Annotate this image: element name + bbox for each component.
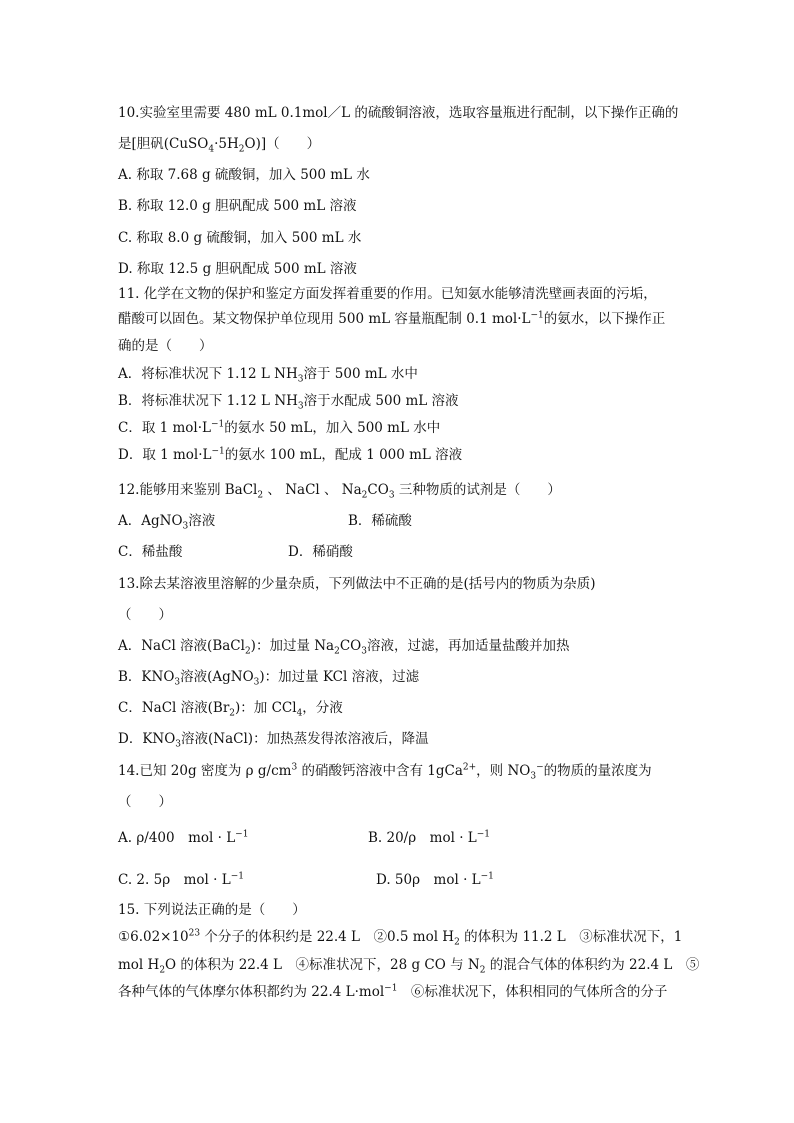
q13-option-c: C．NaCl 溶液$(Br_2)$：加 CCl$_4$，分液 — [118, 700, 343, 719]
q14-option-b: B. 20/ρ mol · $L^{-1}$ — [368, 829, 491, 846]
q12-option-a: A．AgNO$_3$溶液 — [118, 513, 216, 532]
q10-option-d: D. 称取 12.5 g 胆矾配成 500 mL 溶液 — [118, 261, 357, 277]
q11-stem-line3: 确的是（ ） — [118, 338, 213, 354]
q12-option-d: D．稀硝酸 — [288, 544, 353, 560]
q11-stem-line1: 11. 化学在文物的保护和鉴定方面发挥着重要的作用。已知氨水能够清洗壁画表面的污垢， — [118, 286, 657, 302]
q15-stem: 15. 下列说法正确的是（ ） — [118, 902, 306, 918]
q12-stem: 12.能够用来鉴别 BaCl$_2$ 、 NaCl 、 $Na_2CO_3$ 三种物质的试剂是（ ） — [118, 482, 561, 501]
q11-option-b: B．将标准状况下 1.12 L $NH_3$溶于水配成 500 mL 溶液 — [118, 393, 459, 412]
q10-option-b: B. 称取 12.0 g 胆矾配成 500 mL 溶液 — [118, 198, 357, 214]
q15-statements-line1: $①6.02\times 10^{23}$ 个分子的体积约是 22.4 L ②0.5 mol $H_2$ 的体积为 11.2 L ③标准状况下，1 — [118, 928, 683, 948]
q10-stem-line2: 是[胆矾$(CuSO_4\cdot 5H_2O)$]（ ） — [118, 136, 321, 155]
q12-option-b: B．稀硫酸 — [348, 513, 412, 529]
q13-option-d: D．$KNO_3$溶液(NaCl)：加热蒸发得浓溶液后，降温 — [118, 731, 429, 750]
q14-option-a: A. ρ/400 mol · $L^{-1}$ — [118, 829, 249, 846]
q12-option-c: C．稀盐酸 — [118, 544, 183, 560]
q10-option-c: C. 称取 8.0 g 硫酸铜，加入 500 mL 水 — [118, 230, 362, 246]
q14-stem-line2: （ ） — [118, 794, 172, 810]
q10-stem-line1: 10.实验室里需要 480 mL 0.1mol／L 的硫酸铜溶液，选取容量瓶进行配制，以下操作正确的 — [118, 105, 679, 121]
q14-option-c: C. 2. 5ρ mol · $L^{-1}$ — [118, 871, 244, 888]
q14-option-d: D. 50ρ mol · $L^{-1}$ — [376, 871, 494, 888]
q13-stem-line1: 13.除去某溶液里溶解的少量杂质，下列做法中不正确的是(括号内的物质为杂质) — [118, 576, 596, 592]
q11-option-d: D．取 1 $mol\cdot L^{-1}$的氨水 100 mL，配成 1 000 mL 溶液 — [118, 446, 463, 463]
q15-statements-line2: mol $H_2O$ 的体积为 22.4 L ④标准状况下，28 g CO 与 $N_2$ 的混合气体的体积约为 22.4 L ⑤ — [118, 957, 700, 976]
q11-option-a: A．将标准状况下 1.12 L $NH_3$溶于 500 mL 水中 — [118, 366, 418, 385]
q11-option-c: C．取 1 $mol\cdot L^{-1}$的氨水 50 mL，加入 500 mL 水中 — [118, 419, 441, 436]
q13-option-b: B．$KNO_3$溶液(AgNO$_3$)：加过量 KCl 溶液，过滤 — [118, 669, 420, 688]
q11-stem-line2: 醋酸可以固色。某文物保护单位现用 500 mL 容量瓶配制 0.1 $mol\cdot L^{-1}$的氨水，以下操作正 — [118, 310, 666, 327]
q13-stem-line2: （ ） — [118, 607, 172, 623]
q10-option-a: A. 称取 7.68 g 硫酸铜，加入 500 mL 水 — [118, 167, 370, 183]
q13-option-a: A．NaCl 溶液(BaCl$_2$)：加过量 $Na_2CO_3$溶液，过滤，再加适量盐酸并加热 — [118, 638, 570, 657]
q14-stem-line1: 14.已知 20g 密度为 ρ $g/cm^3$ 的硝酸钙溶液中含有 1gCa$^{2+}$，则 $NO_3^-$的物质的量浓度为 — [118, 762, 652, 782]
q15-statements-line3: 各种气体的气体摩尔体积都约为 22.4 L·mol$^{-1}$ ⑥标准状况下，体积相同的气体所含的分子 — [118, 983, 668, 1000]
